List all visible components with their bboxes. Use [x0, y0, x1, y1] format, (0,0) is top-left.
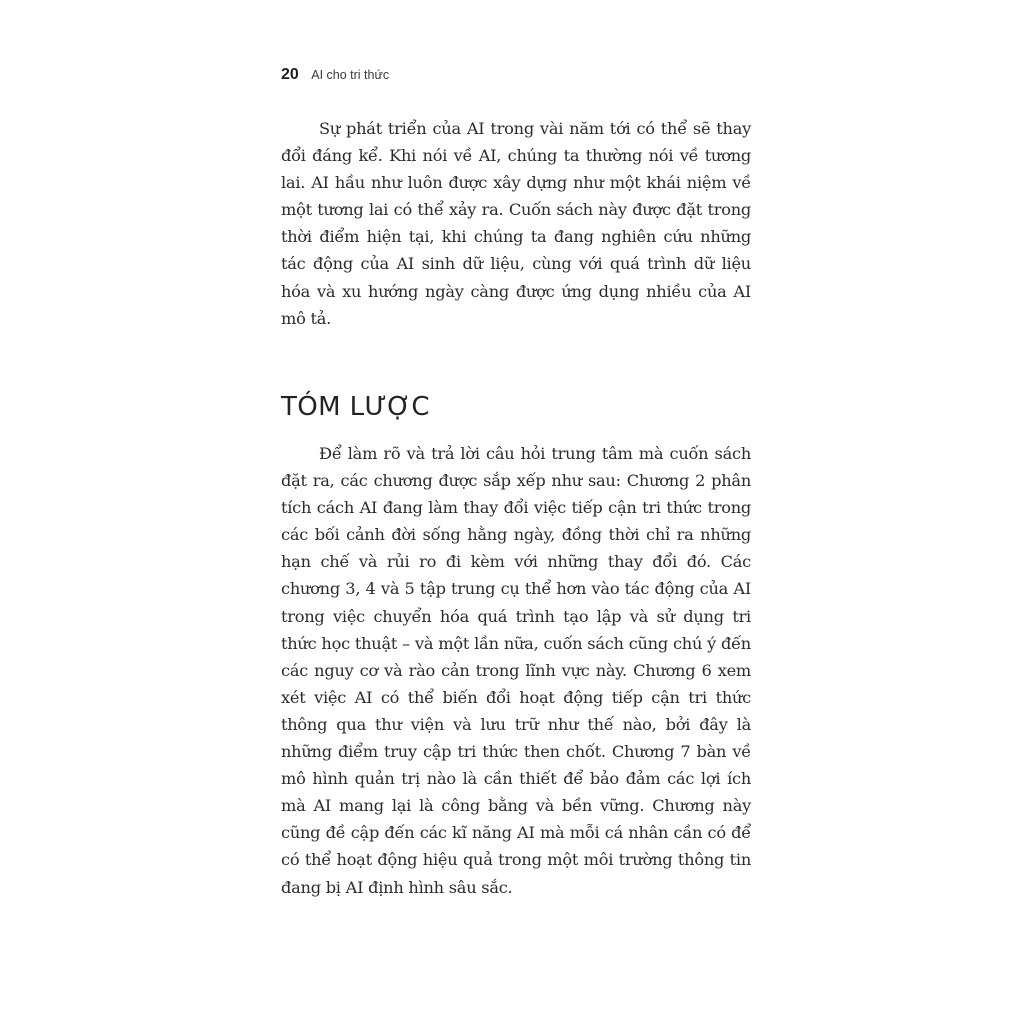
book-title: AI cho tri thức	[311, 68, 390, 82]
running-head	[281, 66, 389, 84]
intro-paragraph: Sự phát triển của AI trong vài năm tới có thể sẽ thay đổi đáng kể. Khi nói về AI, chúng ta thường nói về tương lai. AI hầu như luôn được xây dựng như một khái niệm về một tương lai có thể xảy ra. Cuốn sách này được đặt trong thời điểm hiện tại, khi chúng ta đang nghiên cứu những tác động của AI sinh dữ liệu, cùng với quá trình dữ liệu hóa và xu hướng ngày càng được ứng dụng nhiều của AI mô tả.	[281, 119, 751, 328]
summary-paragraph: Để làm rõ và trả lời câu hỏi trung tâm mà cuốn sách đặt ra, các chương được sắp xếp như sau: Chương 2 phân tích cách AI đang làm thay đổi việc tiếp cận tri thức trong các bối cảnh đời sống hằng ngày, đồng thời chỉ ra những hạn chế và rủi ro đi kèm với những thay đổi đó. Các chương 3, 4 và 5 tập trung cụ thể hơn vào tác động của AI trong việc chuyển hóa quá trình tạo lập và sử dụng tri thức học thuật – và một lần nữa, cuốn sách cũng chú ý đến các nguy cơ và rào cản trong lĩnh vực này. Chương 6 xem xét việc AI có thể biến đổi hoạt động tiếp cận tri thức thông qua thư viện và lưu trữ như thế nào, bởi đây là những điểm truy cập tri thức then chốt. Chương 7 bàn về mô hình quản trị nào là cần thiết để bảo đảm các lợi ích mà AI mang lại là công bằng và bền vững. Chương này cũng đề cập đến các kĩ năng AI mà mỗi cá nhân cần có để có thể hoạt động hiệu quả trong một môi trường thông tin đang bị AI định hình sâu sắc.	[281, 444, 751, 897]
section-heading: TÓM LƯỢC	[281, 392, 430, 422]
page-number: 20	[281, 66, 299, 83]
